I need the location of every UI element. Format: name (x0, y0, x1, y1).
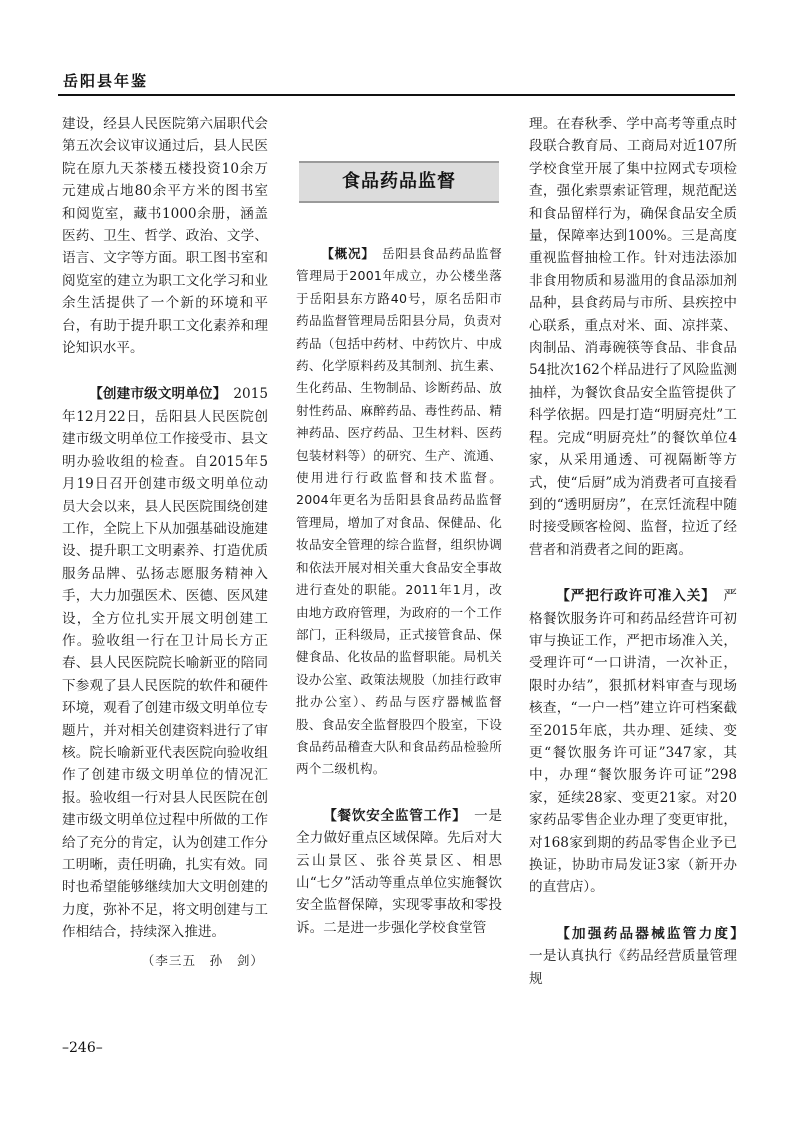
entry-label-catering-safety: 【餐饮安全监管工作】 (323, 807, 460, 824)
entry-label-overview: 【概况】 (321, 246, 369, 261)
entry-text-civilized-unit: 2015年12月22日，岳阳县人民医院创建市级文明单位工作接受市、县文明办验收组的检查。自2015年5月19日召开创建市级文明单位动员大会以来，县人民医院围绕创建工作，全院上下从加强基础设施建设、提升职工文明素养、打造优质服务品牌、弘扬志愿服务精神入手，大力加强医术、医德、医风建设，全方位扎实开展文明创建工作。验收组一行在卫计局长方正春、县人民医院院长喻新亚的陪同下参观了县人民医院的软件和硬件环境，观看了创建市级文明单位专题片，并对相关创建资料进行了审核。院长喻新亚代表医院向验收组作了创建市级文明单位的情况汇报。验收组一行对县人民医院在创建市级文明单位过程中所做的工作给了充分的肯定，认为创建工作分工明晰，责任明确，扎实有效。同时也希望能够继续加大文明创建的力度，弥补不足，将文明创建与工作相结合，持续深入推进。 (62, 386, 269, 941)
column-2 (296, 113, 502, 939)
column-3 (529, 113, 737, 990)
entry-text-drug-device-supervision: 一是认真执行《药品经营质量管理规 (529, 948, 737, 987)
column-1 (62, 113, 268, 972)
section-title-banner (299, 161, 499, 203)
entry-label-civilized-unit: 【创建市级文明单位】 (89, 386, 220, 403)
entry-label-drug-device-supervision: 【加强药品器械监管力度】 (556, 925, 737, 942)
paragraph-drug-device-supervision (529, 923, 737, 990)
entry-text-admin-licensing: 严格餐饮服务许可和药品经营许可初审与换证工作，严把市场准入关，受理许可“一口讲清，一次补正，限时办结”，狠抓材料审查与现场核查，“一户一档”建立许可档案截至2015年底，共办理、延续、变更“餐饮服务许可证”347家，其中，办理“餐饮服务许可证”298家，延续28家、变更21家。对20家药品零售企业办理了变更审批，对168家到期的药品零售企业予已换证，协助市局发证3家（新开办的直营店）。 (529, 588, 738, 896)
paragraph-civilized-unit (62, 383, 268, 943)
running-title: 岳阳县年鉴 (63, 72, 149, 90)
entry-label-admin-licensing: 【严把行政许可准入关】 (556, 588, 709, 605)
paragraph-overview (296, 243, 502, 781)
section-title: 食品药品监督 (342, 170, 456, 192)
header-rule (58, 94, 735, 96)
author-signature: （李三五 孙 剑） (141, 952, 264, 968)
entry-text-catering-safety: 一是全力做好重点区域保障。先后对大云山景区、张谷英景区、相思山“七夕”活动等重点单位实施餐饮安全监督保障，实现零事故和零投诉。二是进一步强化学校食堂管 (296, 807, 503, 936)
paragraph-library-continued: 建设，经县人民医院第六届职代会第五次会议审议通过后，县人民医院在原九天茶楼五楼投资10余万元建成占地80余平方米的图书室和阅览室，藏书1000余册，涵盖医药、卫生、哲学、政治、文学、语言、文字等方面。职工图书室和阅览室的建立为职工文化学习和业余生活提供了一个新的环境和平台，有助于提升职工文化素养和理论知识水平。 (62, 116, 268, 357)
paragraph-catering-continued: 理。在春秋季、学中高考等重点时段联合教育局、工商局对近107所学校食堂开展了集中拉网式专项检查，强化索票索证管理，规范配送和食品留样行为，确保食品安全质量，保障率达到100%。三是高度重视监督抽检工作。针对违法添加非食用物质和易滥用的食品添加剂品种，县食药局与市所、县疾控中心联系，重点对米、面、凉拌菜、肉制品、消毒碗筷等食品、非食品54批次162个样品进行了风险监测抽样，为餐饮食品安全监管提供了科学依据。四是打造“明厨亮灶”工程。完成“明厨亮灶”的餐饮单位4家，从采用通透、可视隔断等方式，使“后厨”成为消费者可直接看到的“透明厨房”，在烹饪流程中随时接受顾客检阅、监督，拉近了经营者和消费者之间的距离。 (529, 116, 737, 558)
paragraph-catering-safety (296, 805, 502, 939)
paragraph-admin-licensing (529, 585, 737, 899)
entry-text-overview: 岳阳县食品药品监督管理局于2001年成立，办公楼坐落于岳阳县东方路40号，原名岳阳市药品监督管理局岳阳县分局，负责对药品（包括中药材、中药饮片、中成药、化学原料药及其制剂、抗生素、生化药品、生物制品、诊断药品、放射性药品、麻醉药品、毒性药品、精神药品、医疗药品、卫生材料、医药包装材料等）的研究、生产、流通、使用进行行政监督和技术监督。2004年更名为岳阳县食品药品监督管理局，增加了对食品、保健品、化妆品安全管理的综合监督，组织协调和依法开展对相关重大食品安全事故进行查处的职能。2011年1月，改由地方政府管理，为政府的一个工作部门，正科级局，正式接管食品、保健食品、化妆品的监督职能。局机关设办公室、政策法规股（加挂行政审批办公室）、药品与医疗器械监督股、食品安全监督股四个股室，下设食品药品稽查大队和食品药品检验所两个二级机构。 (296, 246, 503, 777)
page-number: –246– (62, 1040, 103, 1056)
